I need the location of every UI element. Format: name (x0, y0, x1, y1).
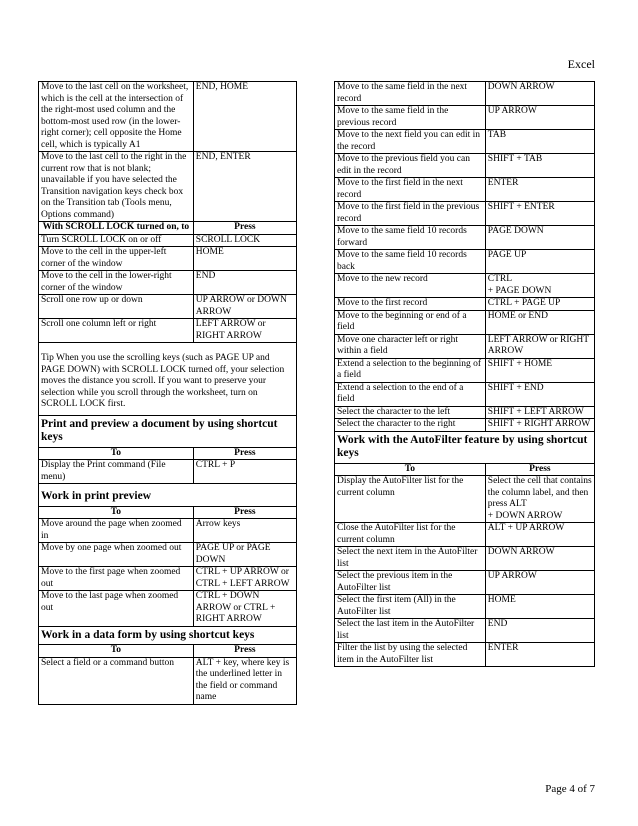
table-row (335, 334, 595, 358)
scroll-lock-header-row (39, 222, 297, 235)
table-row (39, 271, 297, 295)
table-row (335, 154, 595, 178)
table-row (335, 358, 595, 382)
table-header-row (39, 645, 297, 657)
column-header-to: With SCROLL LOCK turned on, to (39, 222, 194, 235)
cell-action: Move to the last page when zoomed out (39, 591, 194, 627)
cell-keys: Arrow keys (193, 519, 296, 543)
column-header-press: Press (193, 507, 296, 519)
cell-keys: CTRL + DOWN ARROW or CTRL + RIGHT ARROW (193, 591, 296, 627)
table-row (335, 523, 595, 547)
cell-action: Move to the beginning or end of a field (335, 310, 486, 334)
table-row (335, 382, 595, 406)
preview-table (38, 507, 297, 627)
table-header-row (335, 464, 595, 476)
section-title-data-form: Work in a data form by using shortcut keys (38, 627, 297, 646)
cell-keys: SHIFT + TAB (485, 154, 594, 178)
cell-action: Display the Print command (File menu) (39, 460, 194, 484)
cell-action: Turn SCROLL LOCK on or off (39, 234, 194, 247)
cell-action: Move to the same field 10 records forward (335, 226, 486, 250)
cell-action: Move to the same field 10 records back (335, 250, 486, 274)
cell-keys: DOWN ARROW (485, 82, 594, 106)
table-row (335, 476, 595, 523)
right-column (334, 81, 595, 667)
table-row (39, 295, 297, 319)
tip-text: Tip When you use the scrolling keys (such as PAGE UP and PAGE DOWN) with SCROLL LOCK turned off, your selection moves the distance you scroll. If you want to preserve your selection while you scroll through the worksheet, turn on SCROLL LOCK first. (38, 343, 297, 416)
table-row (39, 234, 297, 247)
cell-action: Move to the last cell to the right in the current row that is not blank; unavailable if you have selected the Transition navigation keys check box on the Transition tab (Tools menu, Options command) (39, 152, 194, 222)
cell-action: Scroll one column left or right (39, 319, 194, 343)
table-row (39, 657, 297, 704)
table-row (335, 406, 595, 419)
table-row (39, 152, 297, 222)
column-header-to: To (39, 645, 194, 657)
cell-keys: END, HOME (193, 82, 296, 152)
cell-keys: END (485, 619, 594, 643)
cell-action: Select the previous item in the AutoFilter list (335, 571, 486, 595)
cell-action: Move to the previous field you can edit in the record (335, 154, 486, 178)
data-form-navigation-table (334, 81, 595, 432)
cell-keys: UP ARROW or DOWN ARROW (193, 295, 296, 319)
cell-action: Move to the next field you can edit in the record (335, 130, 486, 154)
print-table (38, 448, 297, 485)
cell-action: Display the AutoFilter list for the current column (335, 476, 486, 523)
cell-keys: PAGE DOWN (485, 226, 594, 250)
cell-action: Move to the first page when zoomed out (39, 567, 194, 591)
cell-keys: PAGE UP (485, 250, 594, 274)
cell-keys: END, ENTER (193, 152, 296, 222)
navigation-table (38, 81, 297, 343)
cell-keys: SHIFT + RIGHT ARROW (485, 419, 594, 432)
left-column (38, 81, 297, 705)
section-title-print: Print and preview a document by using shortcut keys (38, 416, 297, 448)
table-row (335, 298, 595, 311)
column-header-to: To (39, 448, 194, 460)
table-row (335, 595, 595, 619)
cell-action: Select the first item (All) in the AutoFilter list (335, 595, 486, 619)
cell-keys: LEFT ARROW or RIGHT ARROW (485, 334, 594, 358)
table-row (39, 82, 297, 152)
cell-action: Move to the cell in the lower-right corner of the window (39, 271, 194, 295)
cell-keys: END (193, 271, 296, 295)
section-title-autofilter: Work with the AutoFilter feature by using shortcut keys (334, 432, 595, 464)
section-title-preview: Work in print preview (38, 488, 297, 507)
cell-action: Close the AutoFilter list for the current column (335, 523, 486, 547)
table-header-row (39, 507, 297, 519)
cell-keys: CTRL + P (193, 460, 296, 484)
cell-action: Move to the cell in the upper-left corner of the window (39, 247, 194, 271)
table-row (39, 460, 297, 484)
cell-keys: ALT + UP ARROW (485, 523, 594, 547)
cell-keys: UP ARROW (485, 571, 594, 595)
table-row (335, 82, 595, 106)
cell-action: Select a field or a command button (39, 657, 194, 704)
cell-keys: PAGE UP or PAGE DOWN (193, 543, 296, 567)
table-row (335, 619, 595, 643)
cell-keys: SHIFT + END (485, 382, 594, 406)
column-header-to: To (335, 464, 486, 476)
cell-action: Select the next item in the AutoFilter list (335, 547, 486, 571)
table-row (39, 543, 297, 567)
column-header-press: Press (193, 222, 296, 235)
cell-keys: DOWN ARROW (485, 547, 594, 571)
table-row (39, 247, 297, 271)
cell-action: Move by one page when zoomed out (39, 543, 194, 567)
table-row (39, 591, 297, 627)
cell-keys: UP ARROW (485, 106, 594, 130)
column-header-press: Press (193, 645, 296, 657)
table-row (39, 319, 297, 343)
cell-action: Move to the same field in the next record (335, 82, 486, 106)
cell-keys: ALT + key, where key is the underlined letter in the field or command name (193, 657, 296, 704)
cell-action: Move to the last cell on the worksheet, which is the cell at the intersection of the right-most used column and the bottom-most used row (in the lower-right corner); cell opposite the Home cell, which is typically A1 (39, 82, 194, 152)
cell-keys: SHIFT + HOME (485, 358, 594, 382)
cell-action: Move one character left or right within a field (335, 334, 486, 358)
cell-action: Select the last item in the AutoFilter list (335, 619, 486, 643)
cell-action: Move to the same field in the previous record (335, 106, 486, 130)
cell-action: Select the character to the right (335, 419, 486, 432)
table-row (335, 571, 595, 595)
table-row (335, 202, 595, 226)
table-header-row (39, 448, 297, 460)
cell-action: Move to the first field in the previous record (335, 202, 486, 226)
cell-action: Move to the new record (335, 274, 486, 298)
table-row (335, 547, 595, 571)
cell-keys: ENTER (485, 178, 594, 202)
column-header-press: Press (193, 448, 296, 460)
column-header-to: To (39, 507, 194, 519)
cell-action: Select the character to the left (335, 406, 486, 419)
data-form-table (38, 645, 297, 705)
cell-action: Filter the list by using the selected item in the AutoFilter list (335, 643, 486, 667)
cell-keys: CTRL + PAGE DOWN (485, 274, 594, 298)
cell-keys: CTRL + UP ARROW or CTRL + LEFT ARROW (193, 567, 296, 591)
table-row (39, 567, 297, 591)
cell-keys: SHIFT + ENTER (485, 202, 594, 226)
cell-keys: HOME (193, 247, 296, 271)
cell-action: Scroll one row up or down (39, 295, 194, 319)
cell-keys: TAB (485, 130, 594, 154)
table-row (335, 274, 595, 298)
table-row (335, 130, 595, 154)
cell-keys: SCROLL LOCK (193, 234, 296, 247)
cell-action: Extend a selection to the end of a field (335, 382, 486, 406)
table-row (335, 178, 595, 202)
autofilter-table (334, 464, 595, 668)
table-row (335, 106, 595, 130)
table-row (335, 250, 595, 274)
cell-action: Move around the page when zoomed in (39, 519, 194, 543)
cell-keys: HOME (485, 595, 594, 619)
cell-keys: Select the cell that contains the column label, and then press ALT + DOWN ARROW (485, 476, 594, 523)
table-row (335, 226, 595, 250)
table-row (335, 310, 595, 334)
page-footer: Page 4 of 7 (545, 783, 595, 795)
cell-action: Extend a selection to the beginning of a field (335, 358, 486, 382)
cell-keys: CTRL + PAGE UP (485, 298, 594, 311)
table-row (39, 519, 297, 543)
table-row (335, 643, 595, 667)
cell-keys: ENTER (485, 643, 594, 667)
cell-action: Move to the first field in the next record (335, 178, 486, 202)
table-row (335, 419, 595, 432)
cell-keys: LEFT ARROW or RIGHT ARROW (193, 319, 296, 343)
cell-action: Move to the first record (335, 298, 486, 311)
column-header-press: Press (485, 464, 594, 476)
cell-keys: HOME or END (485, 310, 594, 334)
cell-keys: SHIFT + LEFT ARROW (485, 406, 594, 419)
page-header: Excel (567, 57, 595, 71)
